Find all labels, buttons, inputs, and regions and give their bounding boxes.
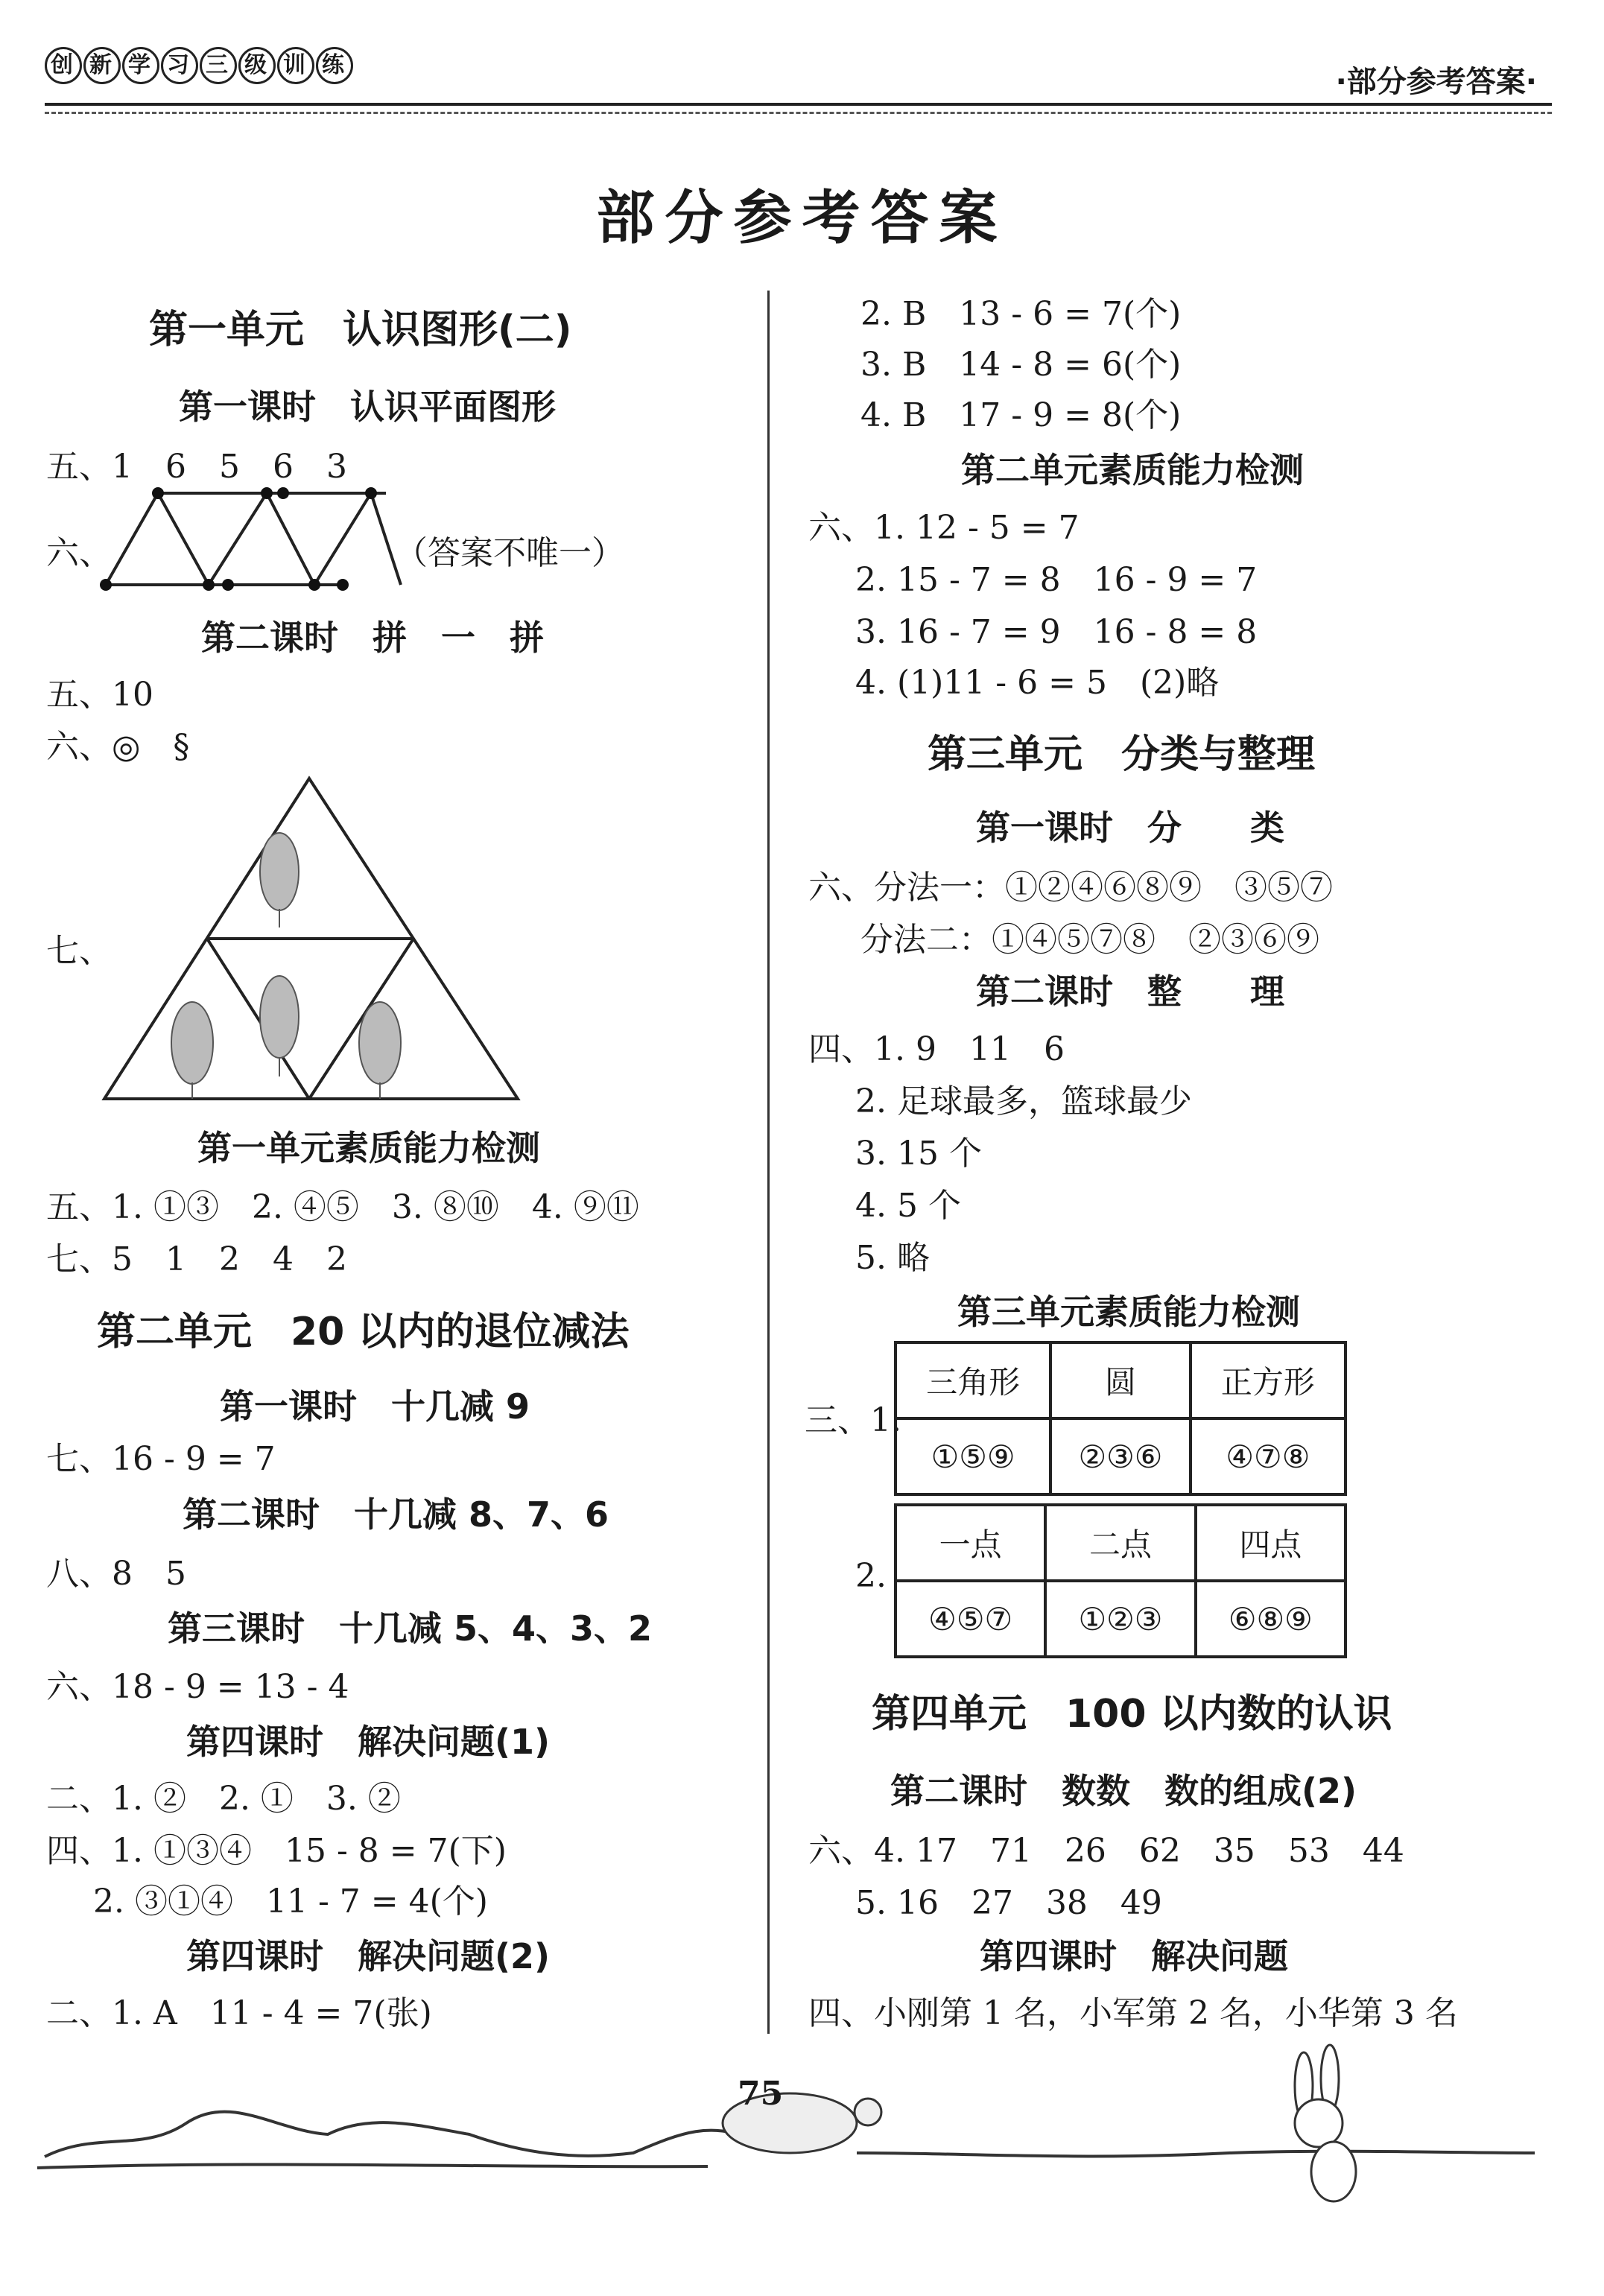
table-label: 2. <box>855 1557 887 1595</box>
lesson-title: 第四课时 解决问题 <box>980 1936 1288 1976</box>
answer-line: 五、1. ①③ 2. ④⑤ 3. ⑧⑩ 4. ⑨⑪ <box>46 1188 639 1226</box>
answer-note: （答案不唯一） <box>395 534 624 572</box>
answer-line: 六、18 - 9 = 13 - 4 <box>46 1668 349 1706</box>
answer-line: 七、16 - 9 = 7 <box>46 1440 276 1478</box>
answer-line: 2. B 13 - 6 = 7(个) <box>860 295 1182 333</box>
lesson-title: 第四课时 解决问题(2) <box>186 1936 551 1976</box>
table-header: 四点 <box>1196 1505 1345 1581</box>
table-cell: ④⑦⑧ <box>1191 1418 1345 1494</box>
table-header: 三角形 <box>895 1342 1050 1418</box>
unit1-title: 第一单元 认识图形(二) <box>149 308 572 352</box>
lesson-title: 第一课时 十几减 9 <box>220 1386 530 1427</box>
answer-line: 3. B 14 - 8 = 6(个) <box>860 346 1182 384</box>
answer-line: 5. 16 27 38 49 <box>855 1884 1162 1922</box>
header-rule <box>45 103 1552 106</box>
dot-table <box>894 1503 1347 1658</box>
unit4-title: 第四单元 100 以内数的认识 <box>872 1692 1392 1737</box>
header-dashed-rule <box>45 112 1552 114</box>
big-triangle-figure <box>97 771 529 1106</box>
series-char: 创 <box>45 47 82 84</box>
answer-line: 二、1. ② 2. ① 3. ② <box>46 1780 401 1818</box>
triangle-strip-figure <box>97 484 410 596</box>
answer-line: 七、 <box>46 932 112 970</box>
test-title: 第二单元素质能力检测 <box>961 450 1304 490</box>
answer-line: 六、 <box>46 534 112 572</box>
series-char: 学 <box>122 47 159 84</box>
answer-line: 五、10 <box>46 676 153 714</box>
series-char: 习 <box>161 47 198 84</box>
table-cell: ②③⑥ <box>1050 1418 1191 1494</box>
answer-line: 二、1. A 11 - 4 = 7(张) <box>46 1994 432 2032</box>
tree-icon <box>171 833 401 1099</box>
answer-line: 4. (1)11 - 6 = 5 (2)略 <box>855 664 1220 702</box>
answer-line: 2. 足球最多，篮球最少 <box>855 1082 1192 1120</box>
column-divider <box>767 291 770 2034</box>
table-cell: ①②③ <box>1045 1581 1195 1657</box>
footer-landscape <box>37 2041 1550 2213</box>
table-header: 一点 <box>895 1505 1045 1581</box>
answer-line: 四、1. 9 11 6 <box>808 1030 1065 1068</box>
lesson-title: 第二课时 拼 一 拼 <box>201 618 544 658</box>
series-logo <box>45 46 355 84</box>
series-char: 新 <box>83 47 121 84</box>
shape-table <box>894 1341 1347 1496</box>
lesson-title: 第四课时 解决问题(1) <box>186 1722 551 1762</box>
lesson-title: 第三课时 十几减 5、4、3、2 <box>168 1608 653 1649</box>
table-header: 二点 <box>1045 1505 1195 1581</box>
page-number: 75 <box>738 2075 784 2113</box>
series-char: 级 <box>238 47 276 84</box>
series-char: 练 <box>316 47 353 84</box>
answer-line: 4. B 17 - 9 = 8(个) <box>860 396 1182 434</box>
answer-line: 3. 16 - 7 = 9 16 - 8 = 8 <box>855 613 1258 651</box>
answer-line: 八、8 5 <box>46 1555 186 1593</box>
lesson-title: 第二课时 整 理 <box>976 971 1284 1012</box>
answer-line: 六、分法一：①②④⑥⑧⑨ ③⑤⑦ <box>808 869 1333 907</box>
table-label: 三、1. <box>805 1401 901 1439</box>
answer-line: 2. ③①④ 11 - 7 = 4(个) <box>93 1883 488 1921</box>
answer-line: 五、1 6 5 6 3 <box>46 448 347 486</box>
lesson-title: 第二课时 数数 数的组成(2) <box>890 1771 1357 1811</box>
table-header: 圆 <box>1050 1342 1191 1418</box>
series-char: 训 <box>277 47 314 84</box>
table-cell: ⑥⑧⑨ <box>1196 1581 1345 1657</box>
lesson-title: 第一课时 认识平面图形 <box>179 387 556 427</box>
lesson-title: 第一课时 分 类 <box>976 808 1284 848</box>
unit3-title: 第三单元 分类与整理 <box>928 732 1316 777</box>
series-char: 三 <box>200 47 237 84</box>
answer-line: 六、4. 17 71 26 62 35 53 44 <box>808 1832 1404 1870</box>
table-cell: ①⑤⑨ <box>895 1418 1050 1494</box>
answer-line: 四、1. ①③④ 15 - 8 = 7(下) <box>46 1832 507 1870</box>
answer-line: 四、小刚第 1 名，小军第 2 名，小华第 3 名 <box>808 1994 1458 2032</box>
table-header: 正方形 <box>1191 1342 1345 1418</box>
test-title: 第三单元素质能力检测 <box>957 1292 1300 1332</box>
answer-line: 分法二：①④⑤⑦⑧ ②③⑥⑨ <box>860 921 1319 959</box>
answer-line: 4. 5 个 <box>855 1187 961 1225</box>
table-cell: ④⑤⑦ <box>895 1581 1045 1657</box>
rabbit-icon <box>1295 2045 1356 2201</box>
answer-line: 七、5 1 2 4 2 <box>46 1240 347 1278</box>
answer-line: 六、◎ § <box>46 728 190 766</box>
lesson-title: 第二课时 十几减 8、7、6 <box>183 1494 609 1535</box>
answer-line: 5. 略 <box>855 1239 930 1277</box>
section-label: ·部分参考答案· <box>1335 65 1537 99</box>
unit2-title: 第二单元 20 以内的退位减法 <box>97 1310 630 1354</box>
page-title: 部分参考答案 <box>596 184 1008 252</box>
answer-line: 2. 15 - 7 = 8 16 - 9 = 7 <box>855 561 1258 599</box>
answer-line: 六、1. 12 - 5 = 7 <box>808 509 1080 547</box>
test-title: 第一单元素质能力检测 <box>197 1128 540 1168</box>
answer-line: 3. 15 个 <box>855 1135 982 1173</box>
